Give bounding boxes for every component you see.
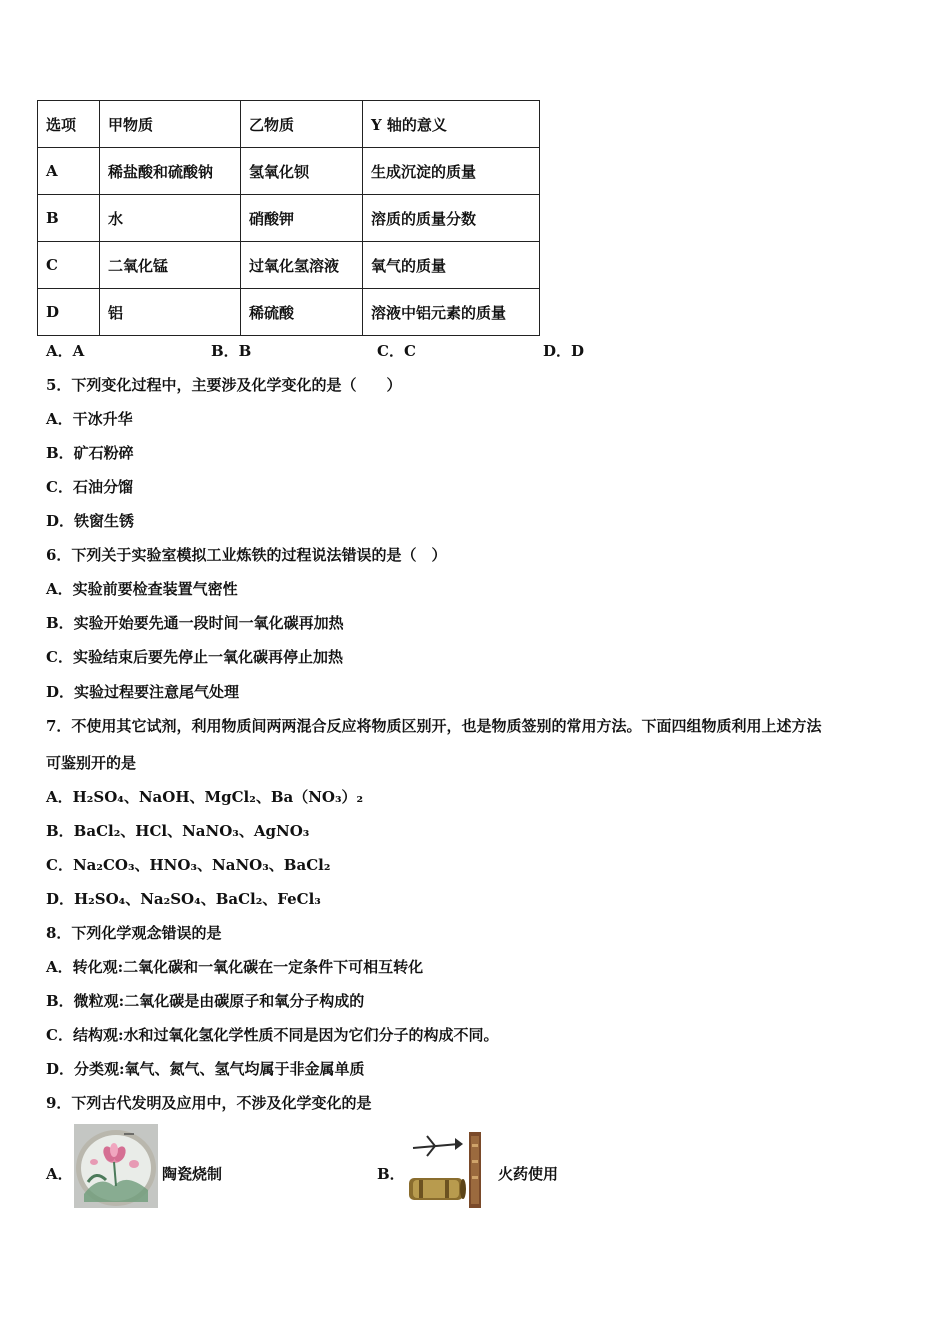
q7-option-a: A．H₂SO₄、NaOH、MgCl₂、Ba（NO₃）₂ — [46, 788, 364, 806]
table-cell: 生成沉淀的质量 — [363, 148, 540, 195]
q9-option-b-letter: B． — [377, 1165, 405, 1183]
table-cell: 稀硫酸 — [241, 289, 363, 336]
table-cell: 氧气的质量 — [363, 242, 540, 289]
q7-stem-line2: 可鉴别开的是 — [46, 754, 137, 772]
table-cell: 溶质的质量分数 — [363, 195, 540, 242]
q9-option-b-label: 火药使用 — [498, 1165, 559, 1183]
q8-option-a: A．转化观:二氧化碳和一氧化碳在一定条件下可相互转化 — [46, 958, 424, 976]
q6-option-c: C．实验结束后要先停止一氧化碳再停止加热 — [46, 648, 343, 666]
q5-option-c: C．石油分馏 — [46, 478, 133, 496]
q9-stem: 9．下列古代发明及应用中，不涉及化学变化的是 — [46, 1094, 372, 1112]
q6-option-d: D．实验过程要注意尾气处理 — [46, 683, 240, 701]
table-cell: D — [38, 289, 100, 336]
q8-option-d: D．分类观:氧气、氮气、氢气均属于非金属单质 — [46, 1060, 365, 1078]
q7-stem-line1: 7．不使用其它试剂，利用物质间两两混合反应将物质区别开，也是物质签别的常用方法。下面四组物质利用上述方法 — [46, 717, 822, 735]
q9-option-a-label: 陶瓷烧制 — [162, 1165, 223, 1183]
table-row — [38, 195, 540, 242]
table-cell: 氢氧化钡 — [241, 148, 363, 195]
table-cell: 溶液中铝元素的质量 — [363, 289, 540, 336]
table-cell: B — [38, 195, 100, 242]
q5-stem: 5．下列变化过程中，主要涉及化学变化的是（ ） — [46, 376, 402, 394]
gunpowder-artifacts-image — [405, 1130, 489, 1210]
table-cell: 稀盐酸和硫酸钠 — [100, 148, 241, 195]
q7-option-c: C．Na₂CO₃、HNO₃、NaNO₃、BaCl₂ — [46, 856, 331, 874]
ceramic-plate-image — [74, 1124, 158, 1208]
table-cell: 硝酸钾 — [241, 195, 363, 242]
options-table — [37, 100, 540, 336]
table-header-cell: 选项 — [38, 101, 100, 148]
q4-option-d: D．D — [543, 342, 585, 360]
q8-option-c: C．结构观:水和过氧化氢化学性质不同是因为它们分子的构成不同。 — [46, 1026, 499, 1044]
table-header-cell: 乙物质 — [241, 101, 363, 148]
table-cell: A — [38, 148, 100, 195]
table-cell: 过氧化氢溶液 — [241, 242, 363, 289]
table-header-cell: Y 轴的意义 — [363, 101, 540, 148]
q4-option-b: B．B — [211, 342, 252, 360]
table-row — [38, 289, 540, 336]
q5-option-d: D．铁窗生锈 — [46, 512, 135, 530]
q6-stem: 6．下列关于实验室模拟工业炼铁的过程说法错误的是（ ） — [46, 546, 447, 564]
table-cell: 水 — [100, 195, 241, 242]
table-header-row — [38, 101, 540, 148]
q8-option-b: B．微粒观:二氧化碳是由碳原子和氧分子构成的 — [46, 992, 365, 1010]
q5-option-b: B．矿石粉碎 — [46, 444, 134, 462]
q4-option-a: A．A — [46, 342, 85, 360]
q7-option-b: B．BaCl₂、HCl、NaNO₃、AgNO₃ — [46, 822, 310, 840]
table-row — [38, 148, 540, 195]
table-header-cell: 甲物质 — [100, 101, 241, 148]
q8-stem: 8．下列化学观念错误的是 — [46, 924, 222, 942]
table-cell: 二氧化锰 — [100, 242, 241, 289]
q9-option-a-letter: A． — [46, 1165, 73, 1183]
q5-option-a: A．干冰升华 — [46, 410, 133, 428]
q4-option-c: C．C — [377, 342, 416, 360]
table-cell: C — [38, 242, 100, 289]
q6-option-a: A．实验前要检查装置气密性 — [46, 580, 238, 598]
table-row — [38, 242, 540, 289]
q6-option-b: B．实验开始要先通一段时间一氧化碳再加热 — [46, 614, 344, 632]
q7-option-d: D．H₂SO₄、Na₂SO₄、BaCl₂、FeCl₃ — [46, 890, 321, 908]
table-cell: 铝 — [100, 289, 241, 336]
